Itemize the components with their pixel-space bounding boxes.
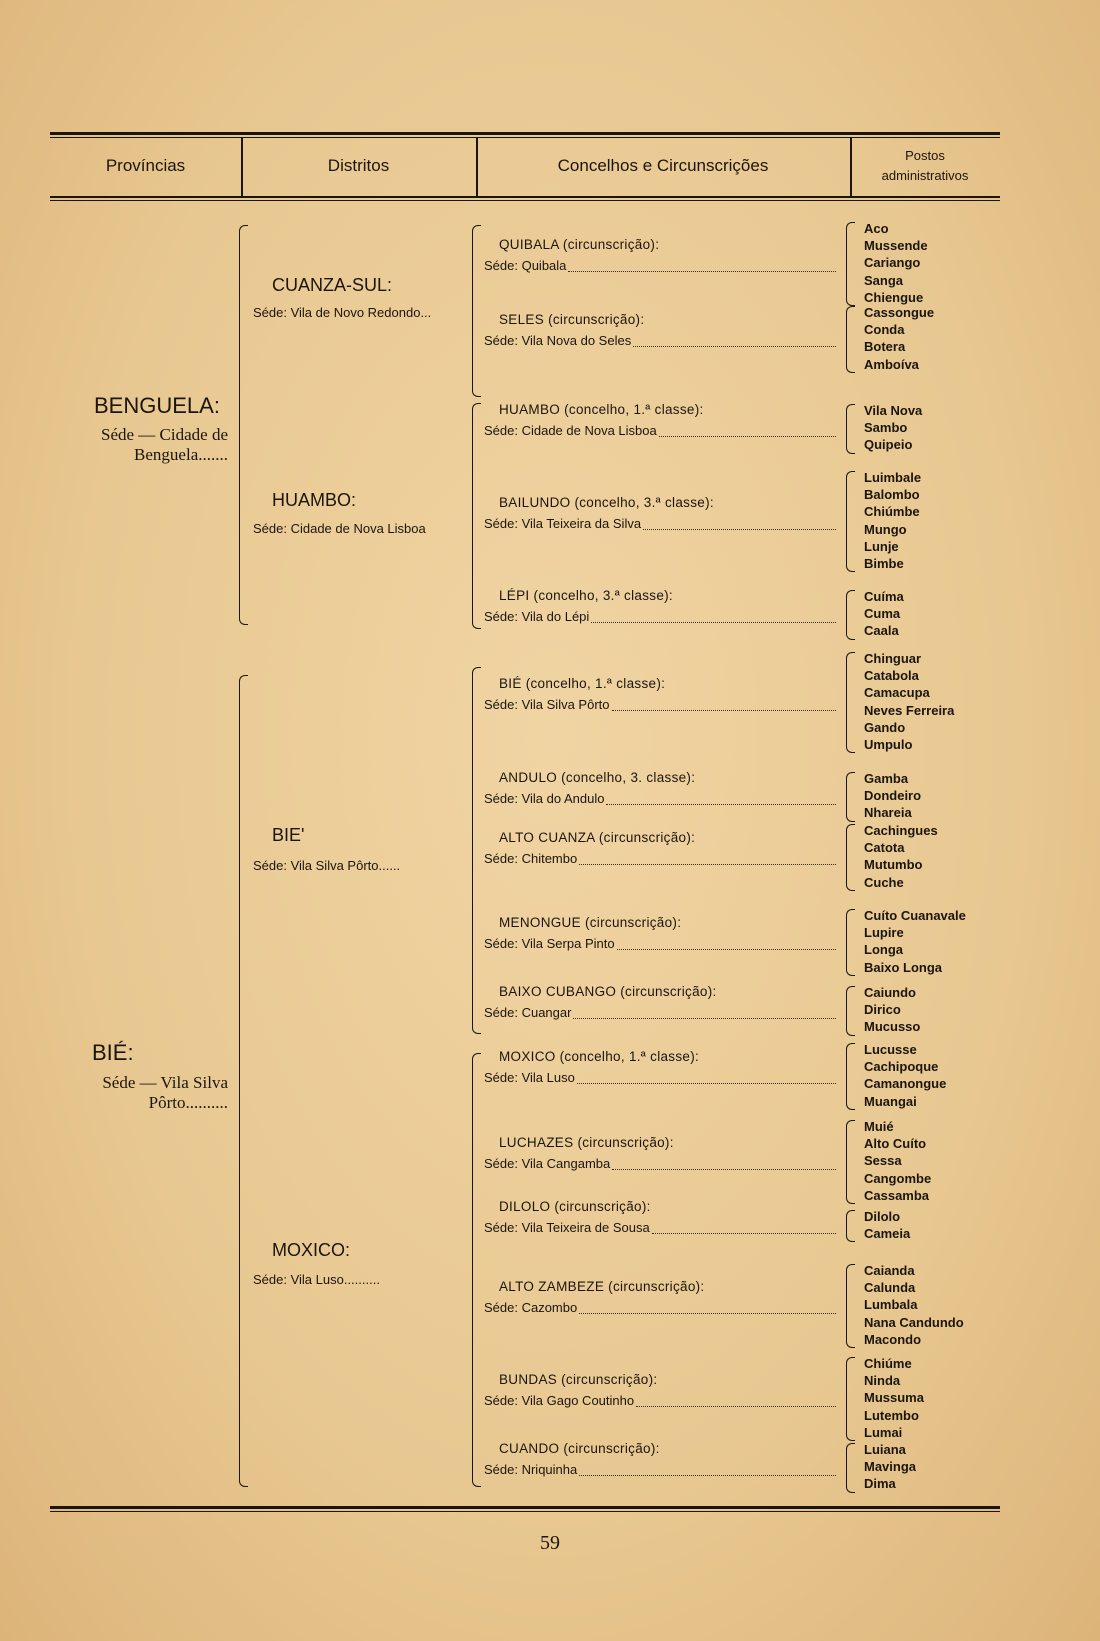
posto-item: Cangombe	[864, 1170, 932, 1186]
leader-dots	[652, 1233, 836, 1234]
header-concelhos: Concelhos e Circunscrições	[557, 156, 769, 175]
postos-list	[864, 650, 954, 753]
posto-item: Caala	[864, 623, 899, 639]
posto-item: Sessa	[864, 1153, 902, 1169]
postos-list	[864, 220, 928, 306]
posto-item: Botera	[864, 339, 906, 355]
district-brace	[472, 403, 481, 629]
posto-item: Catota	[864, 840, 905, 856]
page-number: 59	[540, 1532, 560, 1554]
concelho-sede: Séde: Vila Cangamba	[484, 1156, 611, 1171]
posto-item: Camacupa	[864, 685, 930, 701]
postos-list	[864, 1118, 931, 1204]
concelho-name: BUNDAS (circunscrição):	[499, 1372, 658, 1387]
leader-dots	[606, 804, 836, 805]
province-sede-line: Séde — Vila Silva	[102, 1073, 228, 1092]
district-sede: Séde: Cidade de Nova Lisboa	[253, 521, 426, 536]
posto-item: Macondo	[864, 1331, 922, 1347]
leader-dots	[591, 622, 836, 623]
leader-dots	[617, 949, 836, 950]
postos-brace	[846, 1043, 855, 1110]
posto-item: Cuíma	[864, 589, 904, 604]
leader-dots	[568, 271, 836, 272]
posto-item: Lumbala	[864, 1297, 918, 1313]
posto-item: Cuíto Cuanavale	[864, 908, 966, 923]
leader-dots	[659, 436, 836, 437]
leader-dots	[633, 346, 836, 347]
postos-list	[864, 984, 920, 1036]
concelho-name: MOXICO (concelho, 1.ª classe):	[499, 1049, 700, 1065]
postos-list	[864, 907, 966, 976]
province-sede-line: Pôrto..........	[148, 1093, 228, 1112]
concelho-sede: Séde: Vila Silva Pôrto	[484, 696, 610, 712]
district-name: HUAMBO:	[272, 490, 357, 510]
concelho-name: QUIBALA (circunscrição):	[499, 237, 660, 252]
posto-item: Aco	[864, 221, 889, 236]
leader-dots	[573, 1018, 836, 1019]
district-name: CUANZA-SUL:	[272, 275, 393, 295]
concelho-name: MENONGUE (circunscrição):	[499, 915, 682, 931]
postos-brace	[846, 590, 855, 640]
posto-item: Conda	[864, 322, 905, 338]
posto-item: Dima	[864, 1476, 896, 1492]
postos-list	[864, 304, 934, 373]
province-brace	[239, 675, 248, 1487]
posto-item: Gamba	[864, 771, 909, 786]
province-sede	[102, 1073, 228, 1113]
postos-brace	[846, 471, 855, 572]
concelho-name: BAIXO CUBANGO (circunscrição):	[499, 983, 717, 999]
postos-list	[864, 1441, 916, 1493]
district-brace	[472, 225, 481, 397]
posto-item: Dondeiro	[864, 788, 922, 804]
posto-item: Chinguar	[864, 651, 922, 666]
postos-list	[864, 469, 921, 572]
concelho-name: SELES (circunscrição):	[499, 312, 645, 328]
header-distritos: Distritos	[327, 156, 390, 175]
concelho-sede: Séde: Chitembo	[484, 851, 578, 867]
posto-item: Lutembo	[864, 1407, 919, 1423]
posto-item: Longa	[864, 942, 903, 958]
posto-item: Mungo	[864, 521, 907, 537]
postos-brace	[846, 909, 855, 976]
posto-item: Amboíva	[864, 356, 919, 372]
posto-item: Baixo Longa	[864, 959, 943, 975]
bottom-rule-thick	[50, 1506, 1000, 1509]
concelho-name: BIÉ (concelho, 1.ª classe):	[499, 675, 666, 691]
leader-dots	[612, 1169, 836, 1170]
posto-item: Nana Candundo	[864, 1314, 964, 1330]
concelho-sede: Séde: Cuangar	[484, 1004, 572, 1020]
posto-item: Cuche	[864, 874, 904, 890]
top-rule-thick	[50, 132, 1000, 135]
postos-list	[864, 1355, 924, 1441]
bottom-rule-thin	[50, 1511, 1000, 1512]
header-provincias: Províncias	[105, 156, 186, 175]
postos-brace	[846, 824, 855, 891]
posto-item: Luiana	[864, 1442, 906, 1457]
concelho-name: DILOLO (circunscrição):	[499, 1199, 651, 1215]
leader-dots	[579, 1313, 836, 1314]
posto-item: Muangai	[864, 1093, 917, 1109]
district-name: MOXICO:	[272, 1240, 351, 1260]
posto-item: Cassongue	[864, 305, 935, 320]
header-rule-1	[50, 196, 1000, 198]
concelho-name: LUCHAZES (circunscrição):	[499, 1135, 674, 1150]
posto-item: Cachipoque	[864, 1059, 939, 1075]
posto-item: Cachingues	[864, 823, 938, 838]
postos-list	[864, 822, 938, 891]
posto-item: Caiundo	[864, 985, 916, 1000]
posto-item: Lumai	[864, 1424, 903, 1440]
province-name: BIÉ:	[92, 1040, 134, 1065]
posto-item: Lucusse	[864, 1042, 917, 1057]
posto-item: Neves Ferreira	[864, 702, 955, 718]
posto-item: Cassamba	[864, 1187, 930, 1203]
posto-item: Lupire	[864, 925, 904, 941]
district-name: BIE'	[272, 825, 305, 845]
concelho-sede: Séde: Cazombo	[484, 1300, 578, 1315]
province-brace	[239, 225, 248, 625]
district-sede: Séde: Vila de Novo Redondo...	[253, 305, 432, 320]
posto-item: Sambo	[864, 420, 908, 436]
province-sede-line: Benguela.......	[134, 445, 228, 464]
posto-item: Dilolo	[864, 1209, 901, 1224]
province-sede	[101, 425, 228, 465]
postos-brace	[846, 1120, 855, 1204]
posto-item: Mutumbo	[864, 857, 923, 873]
posto-item: Sanga	[864, 272, 904, 288]
concelho-sede: Séde: Vila Serpa Pinto	[484, 936, 615, 952]
concelho-name: BAILUNDO (concelho, 3.ª classe):	[499, 494, 714, 510]
posto-item: Dirico	[864, 1002, 901, 1018]
posto-item: Mavinga	[864, 1459, 917, 1475]
postos-list	[864, 588, 904, 640]
posto-item: Gando	[864, 719, 906, 735]
posto-item: Cariango	[864, 255, 921, 271]
concelho-name: HUAMBO (concelho, 1.ª classe):	[499, 401, 704, 417]
concelho-sede: Séde: Cidade de Nova Lisboa	[484, 422, 657, 438]
posto-item: Catabola	[864, 668, 919, 684]
posto-item: Cameia	[864, 1226, 911, 1242]
posto-item: Balombo	[864, 487, 920, 503]
concelho-sede: Séde: Vila do Lépi	[484, 608, 590, 624]
posto-item: Camanongue	[864, 1076, 947, 1092]
postos-brace	[846, 222, 855, 306]
concelho-name: ANDULO (concelho, 3. classe):	[499, 769, 696, 785]
postos-list	[864, 1208, 910, 1242]
concelho-name: LÉPI (concelho, 3.ª classe):	[499, 587, 673, 603]
posto-item: Chiengue	[864, 289, 924, 305]
posto-item: Chiúme	[864, 1356, 912, 1371]
concelho-sede: Séde: Vila do Andulo	[484, 790, 605, 806]
concelho-sede: Séde: Nriquinha	[484, 1461, 578, 1477]
posto-item: Alto Cuíto	[864, 1136, 927, 1152]
posto-item: Chiúmbe	[864, 504, 920, 520]
district-sede: Séde: Vila Silva Pôrto......	[253, 858, 401, 873]
header-postos-line1: Postos	[905, 148, 945, 163]
leader-dots	[636, 1406, 836, 1407]
concelho-name: ALTO CUANZA (circunscrição):	[499, 830, 696, 846]
postos-list	[864, 402, 922, 454]
posto-item: Mucusso	[864, 1019, 921, 1035]
postos-brace	[846, 306, 855, 373]
posto-item: Calunda	[864, 1280, 916, 1296]
concelho-sede: Séde: Vila Luso	[484, 1070, 575, 1086]
posto-item: Vila Nova	[864, 403, 923, 418]
province-name: BENGUELA:	[94, 393, 220, 418]
posto-item: Muié	[864, 1119, 894, 1134]
leader-dots	[579, 864, 836, 865]
postos-brace	[846, 1264, 855, 1348]
leader-dots	[643, 529, 836, 530]
concelho-name: ALTO ZAMBEZE (circunscrição):	[499, 1279, 705, 1294]
postos-brace	[846, 404, 855, 454]
posto-item: Ninda	[864, 1373, 901, 1389]
province-sede-line: Séde — Cidade de	[101, 425, 228, 444]
postos-list	[864, 1041, 946, 1110]
header-rule-2	[50, 200, 1000, 201]
concelho-sede: Séde: Vila Teixeira de Sousa	[484, 1220, 650, 1236]
postos-brace	[846, 1357, 855, 1441]
header-postos-line2: administrativos	[881, 168, 969, 183]
concelho-sede: Séde: Vila Teixeira da Silva	[484, 515, 642, 531]
posto-item: Umpulo	[864, 737, 913, 753]
concelho-sede: Séde: Vila Nova do Seles	[484, 333, 632, 349]
district-brace	[472, 1053, 481, 1487]
posto-item: Quipeio	[864, 437, 913, 453]
concelho-sede: Séde: Vila Gago Coutinho	[484, 1393, 635, 1408]
postos-brace	[846, 652, 855, 753]
posto-item: Caianda	[864, 1263, 915, 1278]
concelho-sede: Séde: Quibala	[484, 258, 567, 273]
leader-dots	[577, 1083, 836, 1084]
postos-brace	[846, 1210, 855, 1242]
posto-item: Cuma	[864, 606, 901, 622]
posto-item: Luimbale	[864, 470, 922, 485]
posto-item: Mussende	[864, 238, 928, 254]
district-brace	[472, 667, 481, 1034]
postos-list	[864, 770, 921, 822]
posto-item: Lunje	[864, 538, 899, 554]
postos-list	[864, 1262, 964, 1348]
posto-item: Nhareia	[864, 805, 912, 821]
leader-dots	[579, 1475, 836, 1476]
posto-item: Mussuma	[864, 1390, 924, 1406]
leader-dots	[612, 710, 836, 711]
concelho-name: CUANDO (circunscrição):	[499, 1440, 660, 1456]
posto-item: Bimbe	[864, 556, 904, 572]
header-postos	[850, 138, 1000, 194]
district-sede: Séde: Vila Luso..........	[253, 1272, 380, 1287]
postos-brace	[846, 772, 855, 822]
postos-brace	[846, 986, 855, 1036]
postos-brace	[846, 1443, 855, 1493]
